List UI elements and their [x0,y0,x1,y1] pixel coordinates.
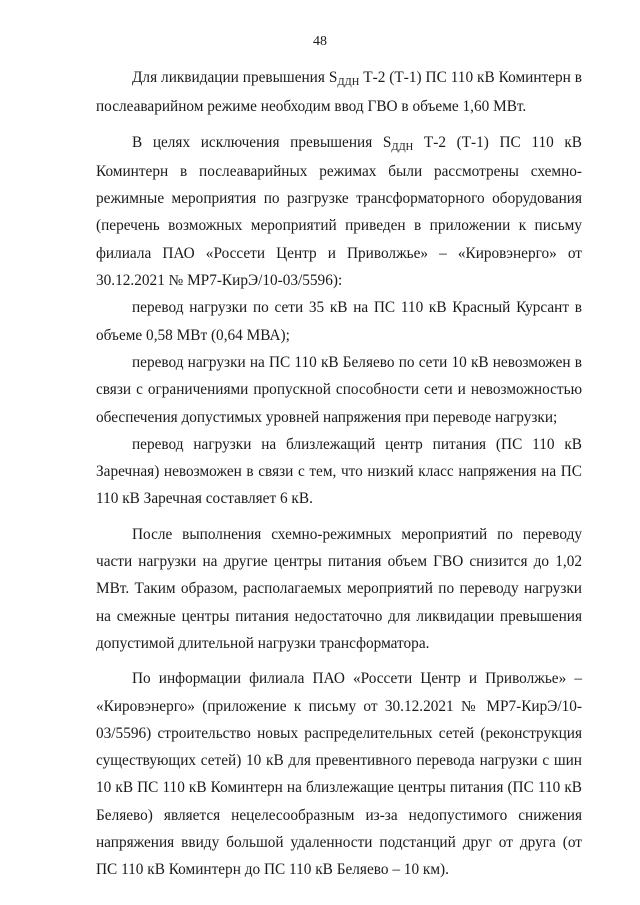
paragraph-new-networks: По информации филиала ПАО «Россети Центр и Приволжье» – «Кировэнерго» (приложение к письму от 30.12.2021 № МР7-КирЭ/10-03/5596) строительство новых распределительных сетей (реконструкция существующих сетей) 10 кВ для превентивного перевода нагрузки с шин 10 кВ ПС 110 кВ Коминтерн на близлежащие центры питания (ПС 110 кВ Беляево) является нецелесообразным из-за недопустимого снижения напряжения ввиду большой удаленности подстанций друг от друга (от ПС 110 кВ Коминтерн до ПС 110 кВ Беляево – 10 км). [96,670,582,879]
page-number: 48 [313,34,327,49]
paragraph-measure-belyaevo: перевод нагрузки на ПС 110 кВ Беляево по сети 10 кВ невозможен в связи с ограничениями пропускной способности сети и невозможностью обеспечения допустимых уровней напряжения при переводе нагрузки; [96,353,582,426]
subscript: ДДН [391,141,414,153]
text-run: В целях исключения превышения S [132,133,392,151]
paragraph-measure-35kv: перевод нагрузки по сети 35 кВ на ПС 110 кВ Красный Курсант в объеме 0,58 МВт (0,64 МВА); [96,299,582,344]
text-run: Т-2 (Т-1) ПС 110 кВ Коминтерн в послеаварийном режиме необходим ввод ГВО в объеме 1,60 МВт. [96,69,582,116]
paragraph-gvo-reduced: После выполнения схемно-режимных мероприятий по переводу части нагрузки на другие центры питания объем ГВО снизится до 1,02 МВт. Таким образом, располагаемых мероприятий по переводу нагрузки на смежные центры питания недостаточно для ликвидации превышения допустимой длительной нагрузки трансформатора. [96,525,582,652]
document-body [96,64,582,884]
text-run: Для ликвидации превышения S [132,69,338,86]
paragraph-measures-intro [96,129,582,295]
paragraph-gvo-required [96,64,582,121]
subscript: ДДН [337,77,360,88]
paragraph-measure-zarechnaya: перевод нагрузки на близлежащий центр питания (ПС 110 кВ Заречная) невозможен в связи с тем, что низкий класс напряжения на ПС 110 кВ Заречная составляет 6 кВ. [96,435,582,508]
text-run: Т-2 (Т-1) ПС 110 кВ Коминтерн в послеаварийных режимах были рассмотрены схемно-режимные мероприятия по разгрузке трансформаторного оборудования (перечень возможных мероприятий приведен в приложении к письму филиала ПАО «Россети Центр и Приволжье» – «Кировэнерго» от 30.12.2021 № МР7-КирЭ/10-03/5596): [96,133,582,290]
